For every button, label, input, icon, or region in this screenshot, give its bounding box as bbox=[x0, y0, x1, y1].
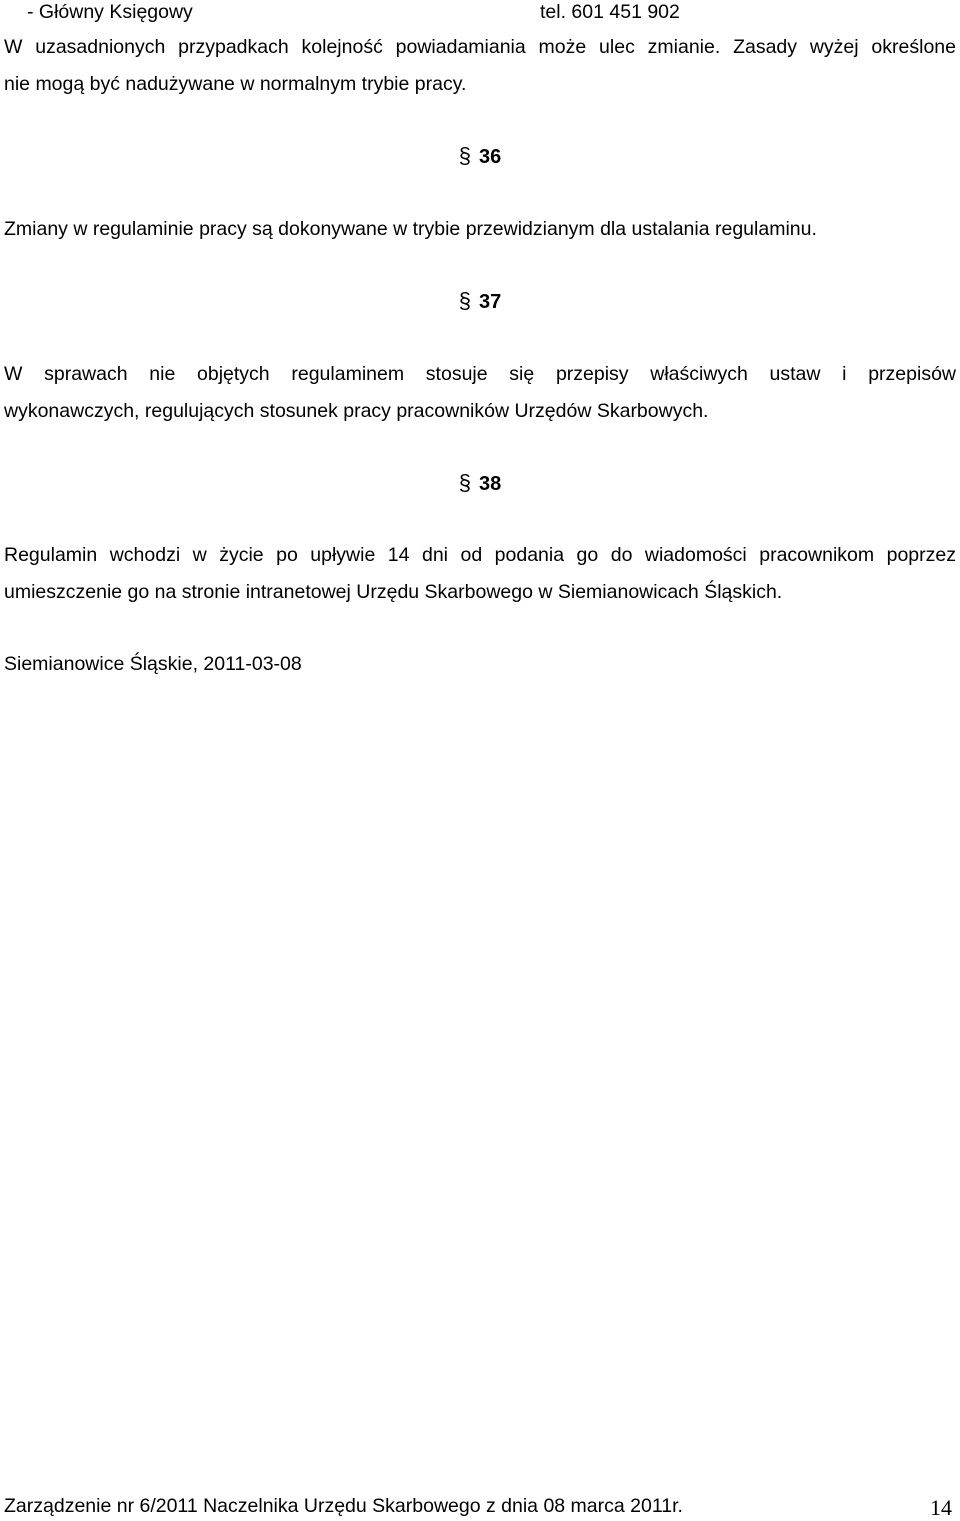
intro-line-1: W uzasadnionych przypadkach kolejność powiadamiania może ulec zmianie. Zasady wyżej określone bbox=[4, 36, 956, 58]
footer-text: Zarządzenie nr 6/2011 Naczelnika Urzędu Skarbowego z dnia 08 marca 2011r. bbox=[4, 1495, 683, 1517]
section-37-line-1: W sprawach nie objętych regulaminem stosuje się przepisy właściwych ustaw i przepisów bbox=[4, 363, 956, 385]
section-heading-36 bbox=[0, 144, 960, 169]
contact-name: - Główny Księgowy bbox=[27, 1, 193, 23]
section-38-line-2: umieszczenie go na stronie intranetowej Urzędu Skarbowego w Siemianowicach Śląskich. bbox=[4, 581, 783, 603]
page-number: 14 bbox=[930, 1495, 952, 1520]
section-symbol: § bbox=[458, 143, 471, 168]
section-symbol: § bbox=[458, 470, 471, 495]
place-date: Siemianowice Śląskie, 2011-03-08 bbox=[4, 653, 302, 675]
contact-phone: tel. 601 451 902 bbox=[540, 1, 680, 23]
section-number: 36 bbox=[479, 146, 502, 168]
section-heading-38 bbox=[0, 471, 960, 496]
section-38-line-1: Regulamin wchodzi w życie po upływie 14 dni od podania go do wiadomości pracownikom poprzez bbox=[4, 544, 956, 566]
section-number: 38 bbox=[479, 473, 502, 495]
section-heading-37 bbox=[0, 289, 960, 314]
section-symbol: § bbox=[458, 288, 471, 313]
section-37-line-2: wykonawczych, regulujących stosunek pracy pracowników Urzędów Skarbowych. bbox=[4, 400, 709, 422]
section-36-line-1: Zmiany w regulaminie pracy są dokonywane w trybie przewidzianym dla ustalania regulaminu. bbox=[4, 218, 817, 240]
section-number: 37 bbox=[479, 291, 502, 313]
intro-line-2: nie mogą być nadużywane w normalnym trybie pracy. bbox=[4, 73, 467, 95]
